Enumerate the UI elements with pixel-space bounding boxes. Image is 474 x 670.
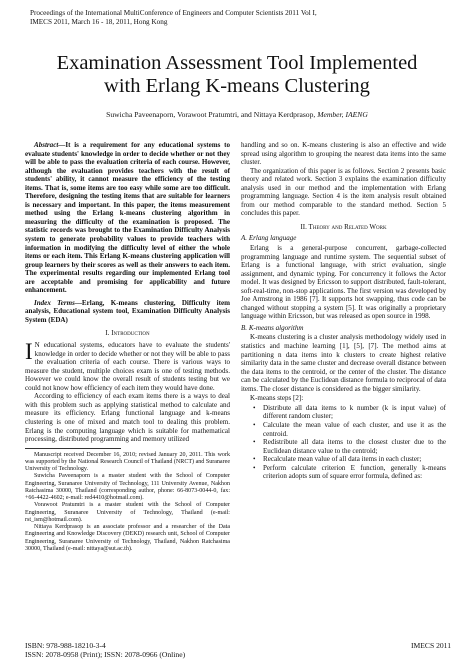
footnote-author-2: Vorawoot Pratumtri is a master student with the School of Computer Engineering, Suranaree University of Technology, Thailand (e-mail: rst_ism@hotmail.com).: [25, 502, 230, 523]
left-column: [25, 141, 230, 553]
footer-conference: IMECS 2011: [410, 641, 451, 650]
kmeans-steps-list: [241, 404, 446, 481]
intro-paragraph-1: [25, 341, 230, 392]
author-list: [18, 110, 456, 120]
header-line-1: Proceedings of the International MultiConference of Engineers and Computer Scientists 2011 Vol I,: [30, 9, 317, 17]
drop-cap: I: [25, 339, 33, 365]
intro-paragraph-2: According to efficiency of each exam items there is a ways to deal with this problem such as applying statistical method to calculate and measure its efficiency. Erlang functional language and k-means clustering is one of mixed and match tool to dealing this problem. Erlang is the computing language which is suitable for mathematical processing, distributed programming and memory utilized: [25, 392, 230, 444]
footnote-author-3: Nittaya Kerdprasop is an associate professor and a researcher of the Data Engineering and Knowledge Discovery (DEKD) research unit, School of Computer Engineering, Suranaree University of Technology, Thailand, Nakhon Ratchasima 30000, Thailand (e-mail: nittaya@sut.ac.th).: [25, 524, 230, 552]
intro-paragraph-1-text: N educational systems, educators have to evaluate the students' knowledge in order to decide whether or not they will be able to pass the evaluation criteria of each course. There is various ways to measure the student, multiple choices exam is one of testing methods. However we could know the overall result of students testing but we could not know how efficiency of each item they would have done.: [25, 341, 230, 392]
author-membership: Member, IAENG: [317, 110, 368, 119]
author-names: Suwicha Paveenaporn, Vorawoot Pratumtri, and Nittaya Kerdprasop,: [106, 110, 316, 119]
subsection-heading-kmeans: B. K-means algorithm: [241, 323, 304, 332]
header-line-2: IMECS 2011, March 16 - 18, 2011, Hong Kong: [30, 18, 168, 26]
list-item: • Perform calculate criterion E function, generally k-means criterion adopts sum of square error formula, defined as:: [263, 464, 446, 481]
subsection-heading-erlang: A. Erlang language: [241, 234, 297, 243]
list-item: • Distribute all data items to k number (k is input value) of different random cluster;: [263, 404, 446, 421]
right-column: [241, 141, 446, 481]
footnote-divider: [25, 448, 121, 449]
footer-isbn: ISBN: 978-988-18210-3-4: [25, 641, 106, 650]
abstract: [25, 141, 230, 295]
kmeans-steps-label: K-means steps [2]:: [250, 394, 304, 403]
running-header: [30, 9, 450, 27]
paper-title: [18, 52, 456, 98]
abstract-text: —It is a requirement for any educational systems to evaluate students' knowledge in order to decide whether or not they will be able to pass the evaluation criteria of each course. However, although the evaluation provides teachers with the result of students' ability, it cannot measure the efficiency of the testing items. That is, some items are too easy while some are too difficult. Therefore, designing the testing items that are suitable for learners is necessary and important. In this paper, the items measurement method using the Erlang k-means clustering algorithm in measuring the difficulty of the examination is proposed. The statistic records was brought to the Examination Difficulty Analysis system to generate probability values to provide teachers with information in modifying the difficulty level of either the whole items or each item. This Erlang K-means clustering application will group learners by their scores as well as their answers to each item. The experimental results regarding our implemented Erlang tool are acceptable and promising for applicability and future enhancement.: [25, 141, 230, 295]
list-item: • Redistribute all data items to the closest cluster due to the Euclidean distance value to the centroid;: [263, 438, 446, 455]
index-terms-text: —Erlang, K-means clustering, Difficulty item analysis, Educational system tool, Examination Difficulty Analysis System (EDA): [25, 298, 230, 324]
footer-identifiers: [25, 641, 185, 659]
index-terms-label: Index Terms: [34, 298, 75, 307]
footer-issn: ISSN: 2078-0958 (Print); ISSN: 2078-0966 (Online): [25, 650, 186, 660]
erlang-paragraph: Erlang is a general-purpose concurrent, garbage-collected programming language and runtime system. The sequential subset of Erlang is a functional language, with strict evaluation, single assignment, and dynamic typing. For concurrency it follows the Actor model. It was designed by Ericsson to support distributed, fault-tolerant, soft-real-time, non-stop applications. The first version was developed by Joe Armstrong in 1986 [7]. It supports hot swapping, thus code can be changed without stopping a system [5]. It was originally a proprietary language within Ericsson, but was released as open source in 1998.: [241, 244, 446, 321]
abstract-label: Abstract: [34, 141, 59, 149]
footnote-manuscript: Manuscript received December 16, 2010; revised January 20, 2011. This work was supported by the National Research Council of Thailand (NRCT) and Suranaree University of Technology.: [25, 451, 230, 473]
intro-paragraph-3: handling and so on. K-means clustering is also an effective and wide spread using algorithm to grouping the nearest data items into the same cluster.: [241, 141, 446, 167]
kmeans-paragraph: K-means clustering is a cluster analysis methodology widely used in statistics and machine learning [1], [5], [7]. The method aims at partitioning n data items into k clusters to create highest relative similarity data in the same cluster and decrease overall distance between the data items to the centroid, or the center of the cluster. The distance can be calculated by the Euclidean distance formula to reciprocal of data items. The closer distance is considered as the bigger similarity.: [241, 333, 446, 393]
index-terms: [25, 299, 230, 325]
list-item: • Calculate the mean value of each cluster, and use it as the centroid.: [263, 421, 446, 438]
section-heading-introduction: I. Introduction: [105, 329, 150, 338]
organization-paragraph: The organization of this paper is as follows. Section 2 presents basic theory and related work. Section 3 explains the examination difficulty analysis used in our method and the implementation with Erlang programming language. Section 4 is the item analysis result obtained from our method comparable to the standard method. Section 5 concludes this paper.: [241, 166, 446, 218]
title-line-2: with Erlang K-means Clustering: [104, 75, 370, 97]
section-heading-theory: II. Theory and Related Work: [300, 222, 387, 231]
footnote-author-1: Suwicha Paveenaporn is a master student with the School of Computer Engineering, Suranaree University of Technology, 111 University Avenue, Nakhon Ratchasima 30000, Thailand (corresponding author, phone: 66-8073-0044-0, fax: +66-4422-4602; e-mail: red4410@hotmail.com).: [25, 473, 230, 502]
list-item: • Recalculate mean value of all data items in each cluster;: [263, 455, 446, 464]
title-line-1: Examination Assessment Tool Implemented: [56, 52, 418, 74]
